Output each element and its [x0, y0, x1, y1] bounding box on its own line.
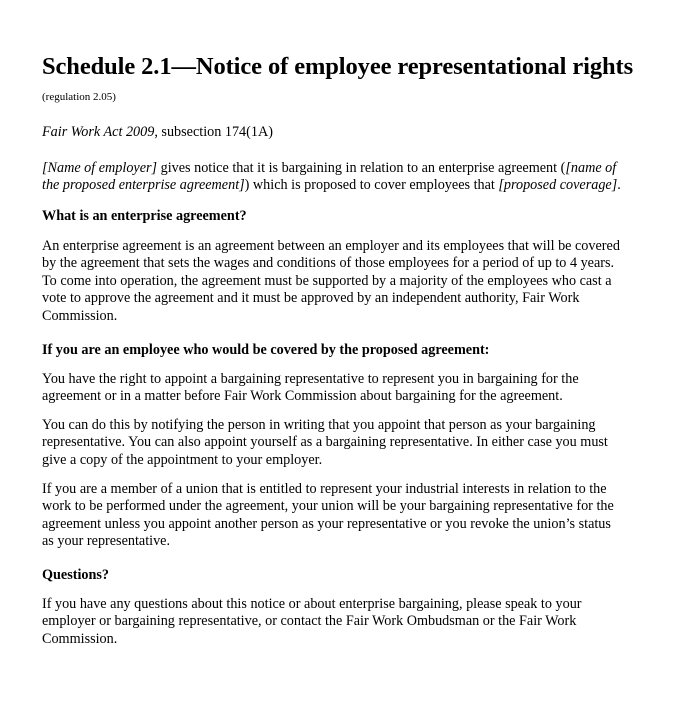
- text-line: Commission.: [42, 630, 118, 647]
- text-line: You can do this by notifying the person in writing that you appoint that person as your bargaining: [42, 417, 596, 433]
- intro-line-1: [42, 160, 652, 177]
- text-line: work to be performed under the agreement, your union will be your bargaining representative for the: [42, 498, 614, 515]
- section-heading-employee: If you are an employee who would be covered by the proposed agreement:: [42, 342, 490, 358]
- intro-text: gives notice that it is bargaining in relation to an enterprise agreement (: [157, 160, 566, 176]
- text-line: To come into operation, the agreement must be supported by a majority of the employees who cast a: [42, 272, 612, 289]
- agreement-name-placeholder: [name of: [565, 160, 617, 176]
- regulation-reference: (regulation 2.05): [42, 91, 116, 103]
- paragraph-what-is: [42, 238, 652, 325]
- section-heading-what-is: What is an enterprise agreement?: [42, 208, 247, 224]
- document-title: Schedule 2.1—Notice of employee representational rights: [42, 53, 634, 80]
- employer-name-placeholder: [Name of employer]: [42, 160, 158, 176]
- paragraph-how-to-appoint: [42, 417, 652, 469]
- text-line: employer or bargaining representative, or contact the Fair Work Ombudsman or the Fair Work: [42, 613, 577, 630]
- paragraph-union: [42, 481, 652, 551]
- act-reference: [42, 124, 273, 141]
- intro-text: ) which is proposed to cover employees that: [244, 177, 499, 194]
- coverage-placeholder: [proposed coverage]: [498, 177, 618, 194]
- act-name: Fair Work Act 2009: [42, 124, 155, 140]
- paragraph-right-to-appoint: [42, 371, 652, 406]
- text-line: give a copy of the appointment to your employer.: [42, 451, 323, 468]
- intro-paragraph: [42, 160, 652, 195]
- text-line: Commission.: [42, 307, 118, 324]
- text-line: vote to approve the agreement and it must be approved by an independent authority, Fair Work: [42, 290, 580, 307]
- intro-text: .: [617, 177, 621, 194]
- text-line: If you have any questions about this notice or about enterprise bargaining, please speak to your: [42, 596, 582, 612]
- act-subsection: , subsection 174(1A): [154, 124, 273, 140]
- agreement-name-placeholder-cont: the proposed enterprise agreement]: [42, 177, 245, 194]
- text-line: representative. You can also appoint yourself as a bargaining representative. In either case you must: [42, 434, 608, 451]
- text-line: If you are a member of a union that is entitled to represent your industrial interests in relation to the: [42, 481, 607, 497]
- text-line: agreement or in a matter before Fair Work Commission about bargaining for the agreement.: [42, 388, 563, 405]
- text-line: as your representative.: [42, 533, 171, 550]
- text-line: agreement unless you appoint another person as your representative or you revoke the union’s status: [42, 515, 611, 532]
- text-line: by the agreement that sets the wages and conditions of those employees for a period of up to 4 years.: [42, 255, 615, 272]
- intro-line-2: [42, 177, 652, 194]
- section-heading-questions: Questions?: [42, 567, 110, 583]
- paragraph-questions: [42, 596, 652, 648]
- text-line: You have the right to appoint a bargaining representative to represent you in bargaining for the: [42, 371, 579, 387]
- text-line: An enterprise agreement is an agreement between an employer and its employees that will be covered: [42, 238, 620, 254]
